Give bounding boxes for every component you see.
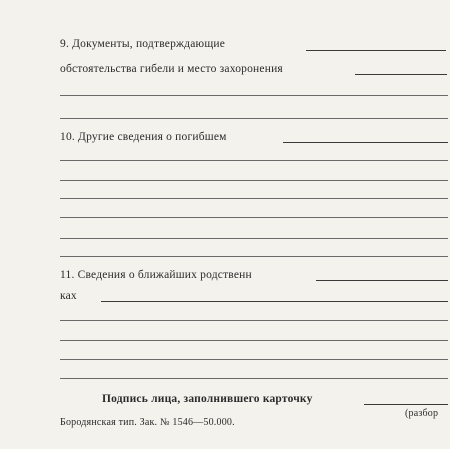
section10-answer-line-7	[60, 256, 448, 257]
section9-label-line2: обстоятельства гибели и место захоронения	[60, 63, 283, 75]
section9-answer-line-2	[355, 74, 447, 75]
section11-answer-line-5	[60, 359, 448, 360]
section10-label: 10. Другие сведения о погибшем	[60, 131, 227, 143]
section10-answer-line-5	[60, 217, 448, 218]
section11-label-line2: ках	[60, 290, 77, 302]
section9-answer-line-4	[60, 118, 448, 119]
section9-answer-line-3	[60, 95, 448, 96]
section10-answer-line-1	[283, 142, 448, 143]
section10-answer-line-2	[60, 160, 448, 161]
section11-answer-line-4	[60, 340, 448, 341]
section9-answer-line-1	[306, 50, 446, 51]
section10-answer-line-6	[60, 238, 448, 239]
section10-answer-line-3	[60, 180, 448, 181]
printer-imprint: Бородянская тип. Зак. № 1546—50.000.	[60, 417, 235, 428]
section11-label-line1: 11. Сведения о ближайших родственн	[60, 269, 252, 281]
signature-hint: (разбор	[405, 408, 439, 419]
section9-label-line1: 9. Документы, подтверждающие	[60, 38, 226, 50]
section10-answer-line-4	[60, 198, 448, 199]
signature-line	[364, 404, 448, 405]
signature-label: Подпись лица, заполнившего карточку	[102, 393, 313, 405]
section11-answer-line-6	[60, 378, 448, 379]
section11-answer-line-3	[60, 320, 448, 321]
section11-answer-line-2	[101, 301, 448, 302]
section11-answer-line-1	[316, 280, 448, 281]
